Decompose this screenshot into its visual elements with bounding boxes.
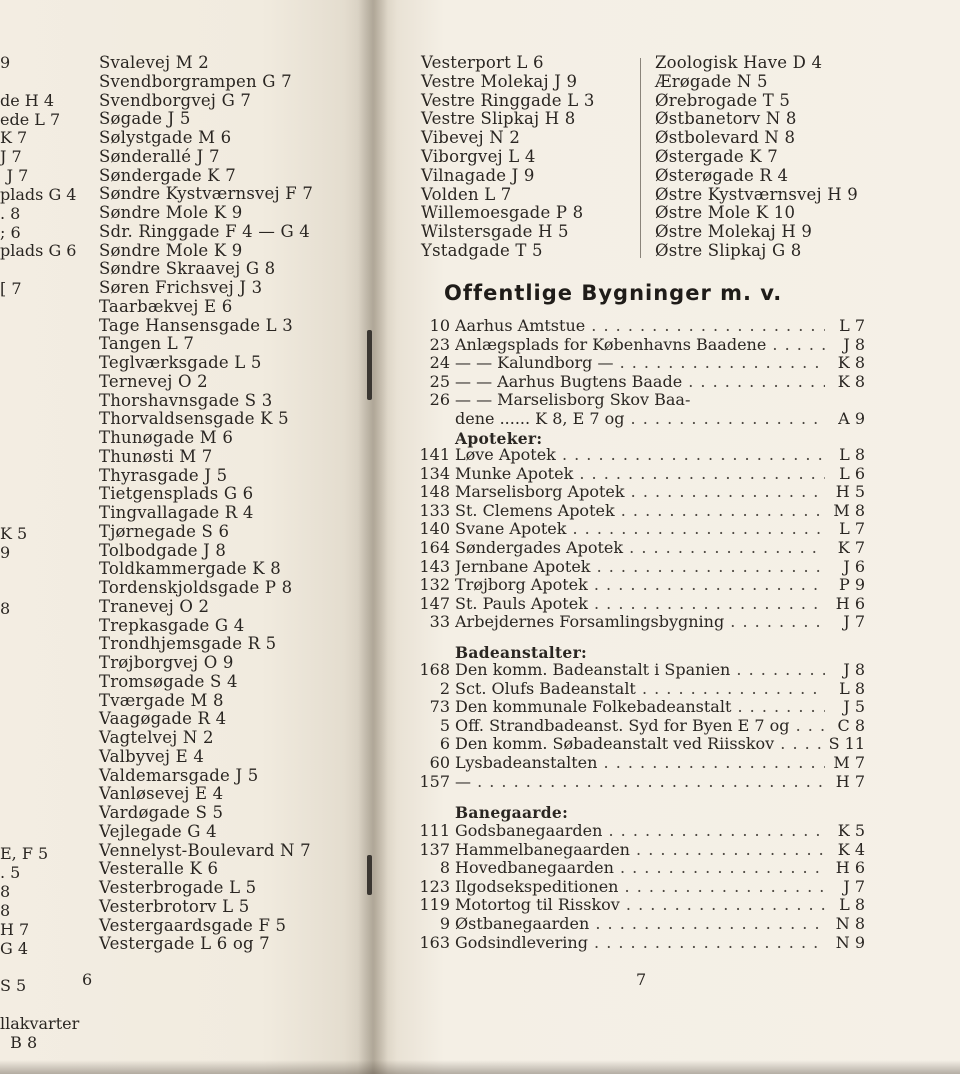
street-entry: Vesterport L 6 [421, 53, 544, 72]
cropped-entry [0, 469, 80, 488]
street-entry: Viborgvej L 4 [421, 146, 536, 166]
entry-label: Marselisborg Apotek . . . [455, 483, 825, 501]
cropped-entry [0, 827, 80, 846]
grid-reference: K 7 [837, 538, 865, 557]
index-row [410, 465, 865, 483]
cropped-entry: J 7 [0, 147, 22, 167]
street-entry: Vestergaardsgade F 5 [99, 915, 287, 935]
index-row [410, 934, 865, 952]
entry-label: Jernbane Apotek . . . [455, 558, 825, 576]
street-entry: Tjørnegade S 6 [99, 521, 230, 541]
street-entry: Teglværksgade L 5 [99, 353, 262, 372]
entry-number: 33 [429, 612, 450, 632]
entry-label: Søndergades Apotek . . . [455, 539, 825, 557]
section-title: Offentlige Bygninger m. v. [444, 281, 783, 305]
street-entry: Vaagøgade R 4 [99, 709, 227, 729]
cropped-entry [0, 619, 80, 638]
street-entry: Ystadgade T 5 [421, 240, 543, 260]
cropped-entry: 8 [0, 882, 11, 902]
entry-number: 140 [419, 519, 450, 539]
entry-number: 119 [419, 895, 450, 915]
index-row [410, 680, 865, 698]
entry-label: Anlægsplads for Københavns Baadene . . . [455, 336, 825, 354]
street-entry: Østre Kystværnsvej H 9 [655, 184, 859, 204]
entry-number: 24 [429, 353, 450, 373]
cropped-entry: ; 6 [0, 222, 21, 242]
cropped-entry: . 8 [0, 203, 21, 223]
grid-reference: H 6 [835, 858, 865, 878]
cropped-entry: H 7 [0, 919, 30, 939]
cropped-entry: de H 4 [0, 90, 55, 110]
cropped-entry [0, 695, 80, 714]
street-entry: Østergade K 7 [655, 146, 778, 166]
index-row [410, 336, 865, 354]
street-entry: Valdemarsgade J 5 [99, 765, 259, 785]
street-entry: Søgade J 5 [99, 109, 191, 129]
street-entry: Østbolevard N 8 [655, 128, 796, 148]
cropped-entry: 8 [0, 599, 11, 619]
entry-number: 132 [419, 575, 450, 595]
index-row [410, 859, 865, 877]
street-entry: Østbanetorv N 8 [655, 109, 797, 129]
grid-reference: L 7 [839, 519, 865, 539]
cropped-entry: J 7 [0, 166, 29, 186]
street-entry: Vanløsevej E 4 [99, 784, 224, 804]
index-row [410, 539, 865, 557]
street-entry: Svendborgrampen G 7 [99, 71, 292, 91]
entry-number: 134 [419, 463, 450, 483]
entry-label: Trøjborg Apotek . . . [455, 576, 825, 594]
entry-number: 157 [419, 771, 450, 791]
cropped-entry: E, F 5 [0, 844, 49, 864]
entry-number: 8 [439, 858, 450, 878]
street-entry: Sølystgade M 6 [99, 128, 232, 147]
entry-label: Den komm. Søbadeanstalt ved Riisskov . . . [455, 735, 825, 753]
cropped-entry [0, 393, 80, 412]
cropped-entry: K 7 [0, 128, 28, 148]
entry-label: Løve Apotek . . . [455, 446, 825, 464]
entry-number: 9 [439, 914, 450, 933]
street-entry: Østre Slipkaj G 8 [655, 240, 802, 260]
index-row [410, 754, 865, 772]
grid-reference: J 6 [843, 556, 865, 576]
cropped-entry: plads G 6 [0, 241, 77, 261]
grid-reference: K 4 [837, 839, 865, 859]
cropped-entry [0, 959, 80, 978]
page-number-left: 6 [82, 970, 93, 989]
street-entry: Vagtelvej N 2 [99, 728, 214, 747]
street-entry: Vesterbrogade L 5 [99, 878, 257, 897]
street-entry: Willemoesgade P 8 [421, 203, 584, 223]
index-row [410, 595, 865, 613]
cropped-entry [0, 751, 80, 770]
grid-reference: J 8 [843, 334, 865, 354]
grid-reference: L 7 [839, 316, 865, 335]
grid-reference: L 8 [839, 445, 865, 464]
cropped-entry [0, 657, 80, 676]
index-row [410, 878, 865, 896]
street-entry: Wilstersgade H 5 [421, 222, 569, 242]
street-entry: Vesterbrotorv L 5 [99, 896, 250, 916]
street-list-left [99, 54, 313, 954]
cropped-entry: plads G 4 [0, 184, 77, 204]
street-entry: Thunøsti M 7 [99, 446, 213, 466]
cropped-entry: . 5 [0, 863, 21, 883]
cropped-entry [0, 431, 80, 450]
street-entry: Vestre Slipkaj H 8 [421, 109, 576, 129]
entry-number: 147 [419, 593, 450, 613]
street-entry: Trøjborgvej O 9 [99, 653, 234, 672]
cropped-entry [0, 318, 80, 337]
cropped-entry: G 4 [0, 938, 29, 958]
cropped-entry: 9 [0, 53, 11, 72]
street-entry: Toldkammergade K 8 [99, 559, 281, 579]
index-row [410, 558, 865, 576]
grid-reference: H 7 [835, 771, 865, 791]
entry-number: 168 [419, 660, 450, 679]
entry-label: — — Aarhus Bugtens Baade . . . [455, 373, 825, 391]
street-entry: Tværgade M 8 [99, 690, 224, 710]
street-entry: Trondhjemsgade R 5 [99, 634, 277, 654]
entry-label: Lysbadeanstalten . . . [455, 754, 825, 772]
index-row [410, 483, 865, 501]
grid-reference: K 5 [837, 821, 865, 840]
street-entry: Søren Frichsvej J 3 [99, 278, 263, 297]
cropped-entry [0, 261, 80, 280]
index-row [410, 773, 865, 791]
entry-number: 141 [419, 445, 450, 464]
entry-label: Aarhus Amtstue . . . [455, 317, 825, 335]
cropped-entry [0, 789, 80, 808]
cropped-entry: 8 [0, 900, 11, 920]
street-entry: Tingvallagade R 4 [99, 503, 254, 522]
cropped-entry [0, 374, 80, 393]
entry-label: — — Marselisborg Skov Baa- [455, 391, 691, 410]
grid-reference: H 5 [835, 482, 865, 502]
street-entry: Tordenskjoldsgade P 8 [99, 578, 293, 597]
cropped-entry: llakvarter [0, 1014, 80, 1034]
entry-number: 60 [429, 753, 450, 772]
entry-label: dene ...... K 8, E 7 og . . . [455, 410, 825, 428]
cropped-entry [0, 299, 80, 318]
entry-number: 73 [429, 697, 450, 717]
street-entry: Vestre Ringgade L 3 [421, 90, 595, 110]
grid-reference: K 8 [837, 371, 865, 391]
street-entry: Østerøgade R 4 [655, 165, 789, 185]
street-entry: Thyrasgade J 5 [99, 465, 228, 485]
entry-number: 6 [439, 734, 450, 754]
entry-number: 164 [419, 538, 450, 557]
entry-number: 25 [429, 371, 450, 391]
grid-reference: N 9 [835, 932, 865, 952]
index-row [410, 613, 865, 631]
street-entry: Trepkasgade G 4 [99, 615, 245, 635]
index-row [410, 717, 865, 735]
cropped-entry [0, 356, 80, 375]
street-entry: Søndre Mole K 9 [99, 203, 243, 222]
street-entry: Tangen L 7 [99, 334, 195, 354]
index-row [410, 446, 865, 464]
column-divider [640, 58, 641, 258]
street-entry: Sdr. Ringgade F 4 — G 4 [99, 221, 310, 241]
index-row [410, 896, 865, 914]
index-row [410, 354, 865, 372]
staple-bottom [367, 855, 372, 895]
grid-reference: C 8 [837, 715, 865, 735]
index-row [410, 841, 865, 859]
street-entry: Tranevej O 2 [99, 596, 210, 616]
grid-reference: L 8 [839, 895, 865, 915]
cropped-entry [0, 506, 80, 525]
grid-reference: A 9 [838, 409, 865, 428]
street-entry: Ørebrogade T 5 [655, 90, 791, 110]
street-entry: Thorvaldsensgade K 5 [99, 409, 289, 429]
entry-number: 2 [439, 678, 450, 698]
staple-top [367, 330, 372, 400]
grid-reference: P 9 [838, 575, 865, 595]
street-entry: Vennelyst-Boulevard N 7 [99, 840, 311, 860]
street-entry: Vestre Molekaj J 9 [421, 71, 578, 91]
street-entry: Tage Hansensgade L 3 [99, 315, 293, 335]
entry-number: 123 [419, 876, 450, 896]
left-cropped-column [0, 54, 80, 1053]
entry-label: Off. Strandbadeanst. Syd for Byen E 7 og . . . [455, 717, 825, 735]
bane-heading: Banegaarde: [455, 803, 569, 822]
entry-label: — — Kalundborg — . . . [455, 354, 825, 372]
cropped-entry: K 5 [0, 524, 28, 544]
grid-reference: L 6 [839, 463, 865, 483]
cropped-entry: B 8 [0, 1032, 38, 1052]
entry-number: 148 [419, 482, 450, 502]
street-entry: Søndre Mole K 9 [99, 240, 243, 260]
cropped-entry: S 5 [0, 976, 27, 996]
grid-reference: K 8 [837, 353, 865, 373]
street-list-right-2 [655, 54, 858, 261]
cropped-entry: [ 7 [0, 279, 22, 299]
street-entry: Tromsøgade S 4 [99, 671, 238, 691]
street-entry: Vejlegade G 4 [99, 821, 217, 841]
street-entry: Ærøgade N 5 [655, 71, 768, 91]
cropped-entry [0, 996, 80, 1015]
cropped-entry [0, 808, 80, 827]
cropped-entry: 9 [0, 542, 11, 562]
street-entry: Tolbodgade J 8 [99, 540, 227, 560]
grid-reference: N 8 [835, 914, 865, 933]
street-entry: Thorshavnsgade S 3 [99, 390, 273, 410]
grid-reference: H 6 [835, 593, 865, 613]
entry-label: Ilgodsekspeditionen . . . [455, 878, 825, 896]
cropped-entry [0, 412, 80, 431]
entry-label: Munke Apotek . . . [455, 465, 825, 483]
entry-label: — . . . [455, 773, 825, 791]
cropped-entry [0, 714, 80, 733]
street-entry: Vibevej N 2 [421, 128, 521, 148]
street-entry: Østre Mole K 10 [655, 203, 796, 223]
entry-label: Arbejdernes Forsamlingsbygning . . . [455, 613, 825, 631]
page-number-right: 7 [636, 970, 647, 989]
street-list-right-1 [421, 54, 595, 261]
entry-number: 5 [439, 715, 450, 735]
cropped-entry [0, 450, 80, 469]
left-page [0, 0, 374, 1074]
entry-label: St. Pauls Apotek . . . [455, 595, 825, 613]
street-entry: Ternevej O 2 [99, 371, 208, 391]
index-row [410, 822, 865, 840]
book-fold [358, 0, 388, 1074]
page-bottom-edge [0, 1060, 960, 1074]
index-row [410, 502, 865, 520]
entry-label: Hovedbanegaarden . . . [455, 859, 825, 877]
grid-reference: J 7 [843, 876, 865, 896]
index-row [410, 576, 865, 594]
cropped-entry [0, 676, 80, 695]
entry-number: 26 [429, 390, 450, 410]
entry-label: Sct. Olufs Badeanstalt . . . [455, 680, 825, 698]
entry-label: Den kommunale Folkebadeanstalt . . . [455, 698, 825, 716]
grid-reference: J 7 [843, 612, 865, 632]
street-entry: Svalevej M 2 [99, 53, 209, 72]
street-entry: Søndergade K 7 [99, 165, 236, 185]
cropped-entry [0, 732, 80, 751]
entry-label: Den komm. Badeanstalt i Spanien . . . [455, 661, 825, 679]
street-entry: Volden L 7 [421, 184, 512, 204]
entry-number: 133 [419, 500, 450, 520]
index-row [410, 317, 865, 335]
grid-reference: J 8 [843, 660, 865, 679]
apoteker-heading: Apoteker: [455, 429, 543, 448]
entry-label: Godsbanegaarden . . . [455, 822, 825, 840]
street-entry: Vilnagade J 9 [421, 165, 535, 185]
bade-heading: Badeanstalter: [455, 643, 588, 662]
index-row [410, 698, 865, 716]
index-row [410, 735, 865, 753]
street-entry: Tietgensplads G 6 [99, 484, 254, 504]
entry-label: Østbanegaarden . . . [455, 915, 825, 933]
street-entry: Thunøgade M 6 [99, 428, 234, 447]
index-row [410, 661, 865, 679]
entry-label: Hammelbanegaarden . . . [455, 841, 825, 859]
cropped-entry [0, 770, 80, 789]
street-entry: Valbyvej E 4 [99, 746, 205, 766]
street-entry: Østre Molekaj H 9 [655, 222, 813, 242]
grid-reference: M 8 [833, 500, 865, 520]
grid-reference: J 5 [843, 697, 865, 717]
cropped-entry [0, 487, 80, 506]
entry-number: 23 [429, 334, 450, 354]
entry-number: 137 [419, 839, 450, 859]
entry-label: Motortog til Risskov . . . [455, 896, 825, 914]
entry-label: St. Clemens Apotek . . . [455, 502, 825, 520]
cropped-entry [0, 337, 80, 356]
entry-label: Svane Apotek . . . [455, 520, 825, 538]
entry-number: 163 [419, 932, 450, 952]
street-entry: Zoologisk Have D 4 [655, 53, 823, 72]
street-entry: Søndre Skraavej G 8 [99, 259, 276, 279]
index-row [410, 520, 865, 538]
index-row [410, 391, 865, 409]
cropped-entry [0, 563, 80, 582]
street-entry: Taarbækvej E 6 [99, 296, 233, 316]
entry-number: 10 [429, 316, 450, 335]
grid-reference: S 11 [828, 734, 865, 754]
street-entry: Vestergade L 6 og 7 [99, 934, 270, 954]
entry-number: 111 [419, 821, 450, 840]
entry-label: Godsindlevering . . . [455, 934, 825, 952]
grid-reference: M 7 [833, 753, 865, 772]
index-row [410, 373, 865, 391]
cropped-entry: ede L 7 [0, 109, 61, 129]
street-entry: Vesteralle K 6 [99, 859, 219, 879]
cropped-entry [0, 582, 80, 601]
grid-reference: L 8 [839, 678, 865, 698]
street-entry: Vardøgade S 5 [99, 803, 224, 822]
index-row [410, 410, 865, 428]
street-entry: Svendborgvej G 7 [99, 90, 252, 110]
street-entry: Sønderallé J 7 [99, 146, 220, 166]
street-entry: Søndre Kystværnsvej F 7 [99, 184, 314, 204]
index-row [410, 915, 865, 933]
cropped-entry [0, 638, 80, 657]
cropped-entry [0, 73, 80, 92]
entry-number: 143 [419, 556, 450, 576]
